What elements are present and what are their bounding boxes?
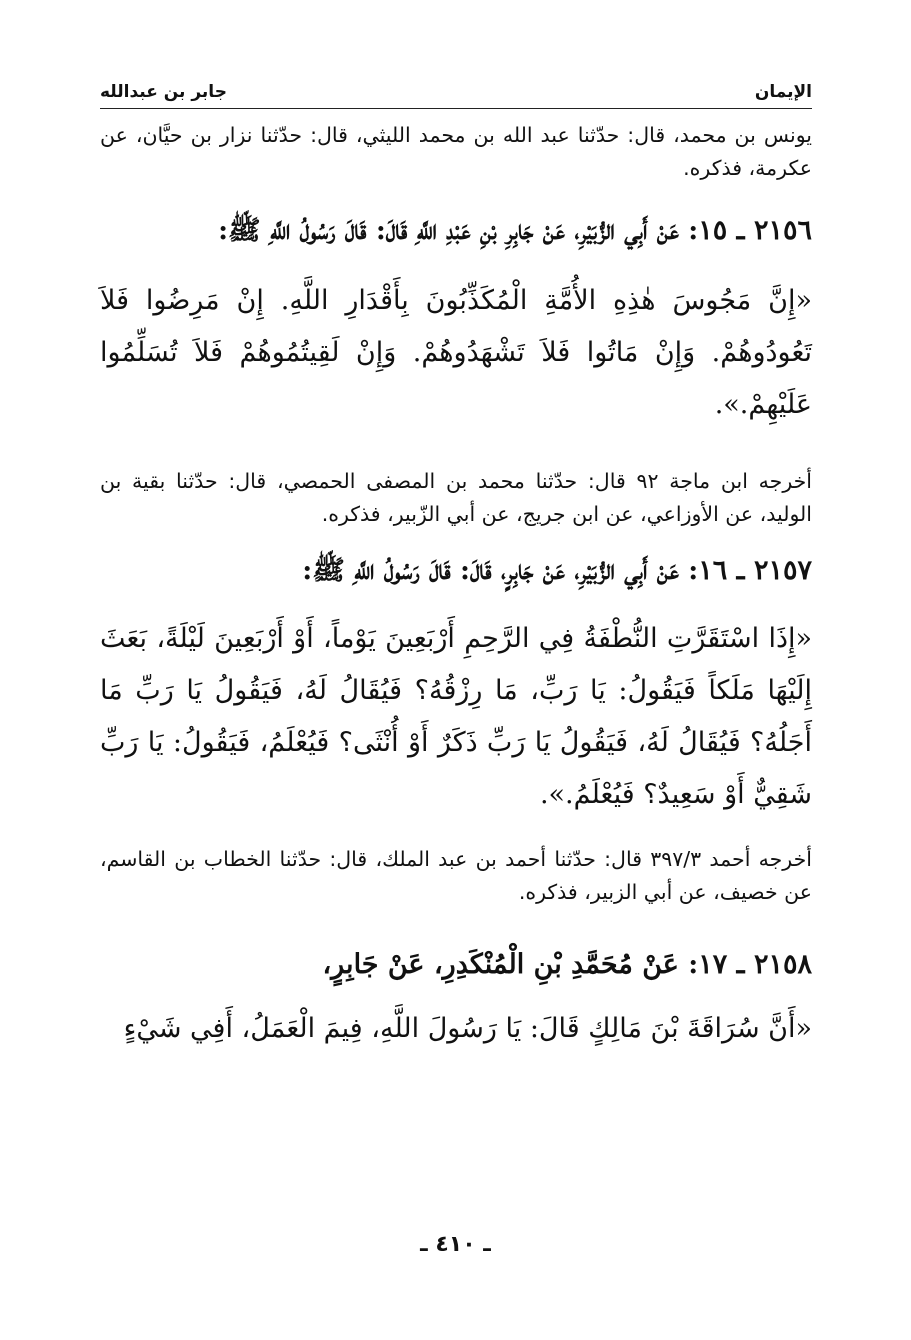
header-chapter-title: الإيمان [747, 82, 812, 102]
hadith-2157-source-note: أخرجه أحمد ٣٩٧/٣ قال: حدّثنا أحمد بن عبد الملك، قال: حدّثنا الخطاب بن القاسم، عن خصيف، عن أبي الزبير، فذكره. [100, 847, 812, 904]
hadith-2157-heading: ٢١٥٧ ـ ١٦: عَنْ أَبِي الزُّبَيْرِ، عَنْ جَابِرٍ، قَالَ: قَالَ رَسُولُ اللَّهِ ﷺ: [302, 555, 812, 586]
hadith-2158-text: «أَنَّ سُرَاقَةَ بْنَ مَالِكٍ قَالَ: يَا رَسُولَ اللَّهِ، فِيمَ الْعَمَلُ، أَفِي شَيْءٍ [123, 1013, 812, 1044]
header-narrator-name: جابر بن عبدالله [100, 82, 235, 102]
hadith-2157-text: «إِذَا اسْتَقَرَّتِ النُّطْفَةُ فِي الرَّحِمِ أَرْبَعِينَ يَوْماً، أَوْ أَرْبَعِينَ لَيْلَةً، بَعَثَ إِلَيْهَا مَلَكاً فَيَقُولُ: يَا رَبِّ، مَا رِزْقُهُ؟ فَيُقَالُ لَهُ، فَيَقُولُ يَا رَبِّ مَا أَجَلُهُ؟ فَيُقَالُ لَهُ، فَيَقُولُ يَا رَبِّ ذَكَرٌ أَوْ أُنْثَى؟ فَيُعْلَمُ، فَيَقُولُ: يَا رَبِّ شَقِيٌّ أَوْ سَعِيدٌ؟ فَيُعْلَمُ.». [100, 623, 812, 810]
page-number: ـ ٤١٠ ـ [420, 1232, 491, 1257]
hadith-2156-source-note: أخرجه ابن ماجة ٩٢ قال: حدّثنا محمد بن المصفى الحمصي، قال: حدّثنا بقية بن الوليد، عن الأوزاعي، عن ابن جريج، عن أبي الزّبير، فذكره. [100, 469, 812, 526]
running-header [100, 78, 812, 109]
hadith-2158-heading: ٢١٥٨ ـ ١٧: عَنْ مُحَمَّدِ بْنِ الْمُنْكَدِرِ، عَنْ جَابِرٍ، [322, 949, 812, 980]
hadith-2156-text: «إِنَّ مَجُوسَ هٰذِهِ الأُمَّةِ الْمُكَذِّبُونَ بِأَقْدَارِ اللَّهِ. إِنْ مَرِضُوا فَلاَ تَعُودُوهُمْ. وَإِنْ مَاتُوا فَلاَ تَشْهَدُوهُمْ. وَإِنْ لَقِيتُمُوهُمْ فَلاَ تُسَلِّمُوا عَلَيْهِمْ.». [100, 285, 812, 420]
hadith-2156-heading: ٢١٥٦ ـ ١٥: عَنْ أَبِي الزُّبَيْرِ، عَنْ جَابِرِ بْنِ عَبْدِ اللَّهِ قَالَ: قَالَ رَسُولُ اللَّهِ ﷺ: [218, 215, 812, 246]
book-page [100, 78, 812, 1318]
continuation-note: يونس بن محمد، قال: حدّثنا عبد الله بن محمد الليثي، قال: حدّثنا نزار بن حيَّان، عن عكرمة، فذكره. [100, 123, 812, 180]
